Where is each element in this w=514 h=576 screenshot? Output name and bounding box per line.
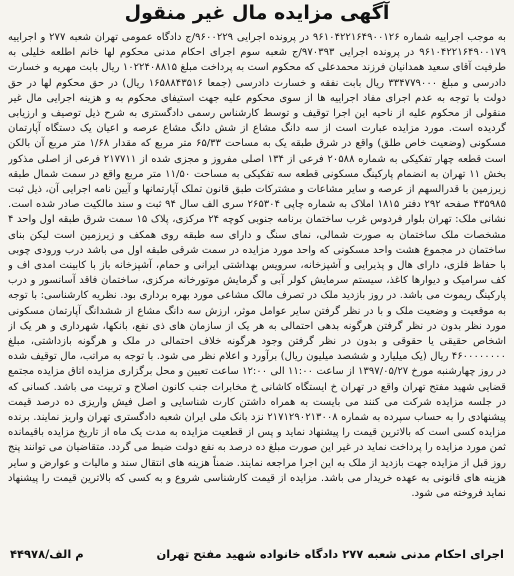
notice-title: آگهی مزایده مال غیر منقول (124, 2, 390, 24)
notice-code: م الف/۴۴۹۷۸ (10, 547, 84, 561)
notice-footer (6, 544, 508, 566)
issuing-office: اجرای احکام مدنی شعبه ۲۷۷ دادگاه خانواده شهید مفتح تهران (156, 547, 504, 561)
notice-body: به موجب اجراییه شماره ۹۶۱۰۴۲۲۱۶۴۹۰۰۱۲۶ در پرونده اجرایی ۹۶۰۰۲۲۹/ج دادگاه عمومی تهران شعبه ۲۷۷ و اجراییه ۹۶۱۰۴۲۲۱۶۴۹۰۰۱۷۹ در پرونده اجرایی ۹۷۰۳۹۳/ج شعبه سوم اجرای احکام مدنی محکوم لها خانم اطلعه خلیلی به طرفیت آقای سعید همدانیان فرزند محمدعلی که محکوم است به پرداخت مبلغ ۱۰۲۲۴۰۸۸۱۵ ریال بابت مهریه و خسارت دادرسی و مبلغ ۳۳۴۷۷۹۰۰۰ ریال بابت نفقه و خسارت دادرسی (جمعا ۱۶۵۸۸۴۳۵۱۶ ریال) در حق محکوم لها در حق دولت با توجه به عدم اجرای مفاد اجراییه ها از سوی محکوم علیه جهت استیفای محکوم به و هزینه اجرایی مال غیر منقولی از محکوم علیه از ناحیه این اجرا توقیف و توسط کارشناس رسمی دادگستری به شرح ذیل توصیف و ارزیابی گردیده است. مورد مزایده عبارت است از سه دانگ مشاع از شش دانگ مشاع عرصه و اعیان یک دستگاه آپارتمان مسکونی (وضعیت خاص طلق) واقع در شرق طبقه یک به مساحت ۶۵/۳۳ متر مربع که مقدار ۱/۶۸ متر مربع آن بالکن است قطعه چهار تفکیکی به شماره ۲۰۵۸۸ فرعی از ۱۳۴ اصلی مفروز و مجزی شده از ۲۱۷۷۱۱ فرعی از اصلی مذکور بخش ۱۱ تهران به انضمام پارکینگ مسکونی قطعه سه تفکیکی به مساحت ۱۱/۵۰ متر مربع واقع در سمت شمال طبقه زیرزمین با قدرالسهم از عرصه و سایر مشاعات و مشترکات طبق قانون تملک آپارتمانها و آیین نامه اجرایی آن، ذیل ثبت ۴۳۵۹۸۵ صفحه ۲۹۲ دفتر ۱۸۱۵ املاک به شماره چاپی ۲۶۵۳۰۴ سری الف سال ۹۴ ثبت و سند مالکیت صادر شده است. نشانی ملک: تهران بلوار فردوس غرب ساختمان برنامه جنوبی کوچه ۲۴ مرکزی، پلاک ۱۵ سمت شرق طبقه اول واحد ۴ مشخصات ملک ساختمان به صورت شمالی، نمای سنگ و دارای سه طبقه روی همکف و زیرزمین است لیکن بنای ساختمان در مجموع هشت واحد مسکونی که واحد مورد مزایده در سمت شرقی طبقه اول می باشد درب ورودی چوبی با حفاظ فلزی، دارای هال و پذیرایی و آشپزخانه، سرویس بهداشتی ایرانی و حمام، آشپزخانه باز با کابینت امدی اف و کف سرامیک و دیوارها کاغذ، سیستم سرمایش کولر آبی و گرمایش موتورخانه مرکزی، ساختمان فاقد آسانسور و درب پارکینگ ریموت می باشد. در روز بازدید ملک در تصرف مالک مشاعی مورد بهره برداری بود. نظریه کارشناسی: با توجه به موقعیت و وضعیت ملک و با در نظر گرفتن سایر عوامل موثر، ارزش سه دانگ مشاع از ششدانگ آپارتمان مسکونی مورد نظر بدون در نظر گرفتن هرگونه بدهی احتمالی به هر یک از سازمان های ذی نفع، بانکها، شهرداری و هر یک از اشخاص حقیقی یا حقوقی و بدون در نظر گرفتن وجود هرگونه خلاف احتمالی در ملک و هرگونه بازداشتی، مبلغ ۴۶۰۰۰۰۰۰۰۰ ریال (یک میلیارد و ششصد میلیون ریال) برآورد و اعلام نظر می شود. با توجه به مراتب، مال توقیف شده در روز چهارشنبه مورخ ۱۳۹۷/۰۵/۲۷ از ساعت ۱۱:۰۰ الی ۱۲:۰۰ ساعت تعیین و محل برگزاری مزایده اتاق مزایده مجتمع قضایی شهید مفتح تهران واقع در تهران خ ایستگاه کاشانی خ مخابرات جنب کانون اصلاح و تربیت می باشد. کسانی که در جلسه مزایده شرکت می کنند می بایست به همراه داشتن کارت شناسایی و اصل فیش واریزی ده درصد قیمت پیشنهادی را به حساب سپرده به شماره ۲۱۷۱۲۹۰۲۱۳۰۰۸ نزد بانک ملی ایران شعبه دادگستری تهران واریز نمایند. برنده مزایده کسی است که بالاترین قیمت را پیشنهاد نماید و پس از قطعیت مزایده به مدت یک ماه از تاریخ مزایده باقیمانده ثمن مورد مزایده را پرداخت نماید در غیر این صورت مبلغ ده درصد به نفع دولت ضبط می گردد. متقاضیان می توانند پنج روز قبل از مزایده جهت بازدید از ملک به این اجرا مراجعه نمایند. ضمناً هزینه های انتقال سند و مالیات و عوارض و سایر هزینه های قانونی به عهده خریدار می باشد. مزایده از قیمت کارشناسی شروع و به کسی که بالاترین قیمت را پیشنهاد نماید فروخته می شود. (8, 32, 506, 500)
